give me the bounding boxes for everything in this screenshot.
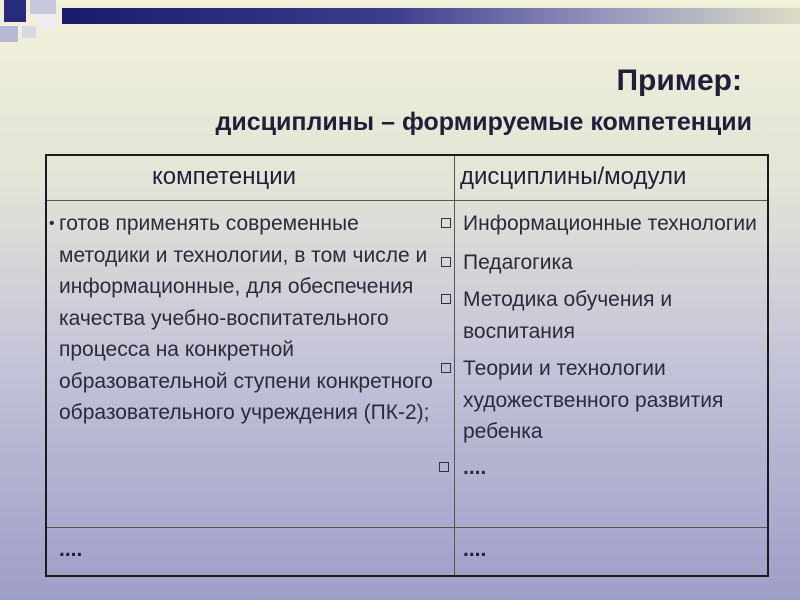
- competency-cell: [47, 208, 453, 429]
- list-item: [439, 353, 769, 448]
- footer-left-ellipsis: ....: [59, 538, 83, 561]
- decorative-square: [0, 26, 18, 42]
- checkbox-bullet-icon: [439, 462, 449, 472]
- footer-right-ellipsis: ....: [463, 538, 487, 561]
- decorative-square: [30, 0, 56, 14]
- discipline-text: Педагогика: [463, 250, 573, 274]
- list-item: [439, 284, 769, 347]
- discipline-text: ....: [463, 455, 487, 479]
- discipline-text: Теории и технологии художественного развития ребенка: [463, 357, 724, 443]
- checkbox-bullet-icon: [441, 257, 451, 267]
- list-item: [439, 247, 769, 279]
- list-item: [439, 208, 769, 240]
- decorative-top-bar: [62, 8, 800, 24]
- bullet-icon: •: [49, 215, 55, 232]
- checkbox-bullet-icon: [441, 363, 451, 373]
- competency-text: готов применять современные методики и технологии, в том числе и информационные, для обеспечения качества учебно-воспитательного процесса на конкретной образовательной ступени конкретного образовательного учреждения (ПК-2);: [59, 212, 433, 424]
- slide-subtitle: дисциплины – формируемые компетенции: [215, 108, 752, 136]
- competency-table: [45, 154, 769, 577]
- discipline-text: Информационные технологии: [463, 212, 757, 235]
- header-competencies: компетенции: [152, 163, 297, 190]
- row-divider: [47, 527, 767, 528]
- row-divider: [47, 200, 767, 201]
- decorative-square: [4, 0, 26, 22]
- slide-title: Пример:: [616, 64, 742, 97]
- decorative-square: [38, 14, 56, 28]
- decorative-square: [22, 26, 36, 38]
- checkbox-bullet-icon: [441, 218, 451, 228]
- list-item: [439, 452, 769, 484]
- checkbox-bullet-icon: [441, 294, 451, 304]
- header-disciplines: дисциплины/модули: [460, 163, 687, 190]
- discipline-text: Методика обучения и воспитания: [463, 288, 673, 343]
- discipline-list: [439, 208, 769, 483]
